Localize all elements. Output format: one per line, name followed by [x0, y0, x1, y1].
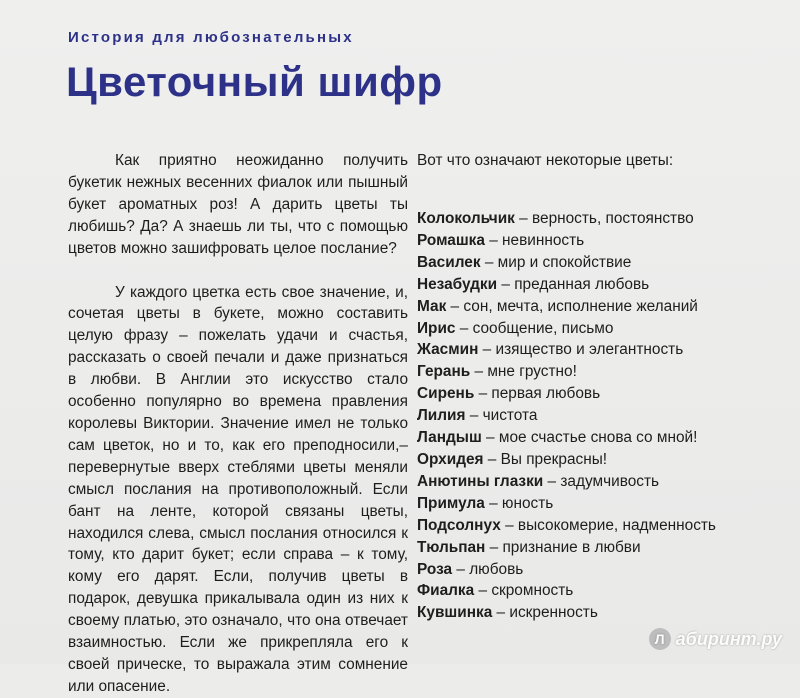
list-item [417, 537, 716, 559]
flower-name: Жасмин [417, 341, 479, 359]
flower-name: Ирис [417, 319, 456, 337]
flower-name: Тюльпан [417, 538, 486, 556]
list-item [417, 405, 716, 427]
flower-name: Роза [417, 560, 453, 578]
flower-meaning: – юность [484, 494, 554, 512]
flower-meaning: – искренность [492, 604, 598, 622]
section-kicker: История для любознательных [68, 29, 354, 46]
list-item [417, 515, 716, 537]
flower-name: Сирень [417, 385, 475, 403]
flower-meaning: – сообщение, письмо [455, 319, 614, 337]
flower-meaning: – Вы прекрасны! [483, 450, 608, 468]
flower-name: Герань [417, 363, 471, 381]
list-item [417, 427, 716, 449]
flower-meaning: – скромность [474, 582, 574, 600]
flower-name: Ромашка [417, 231, 485, 249]
flower-name: Мак [417, 297, 447, 315]
list-item [417, 252, 716, 274]
list-item [417, 274, 716, 296]
labirint-logo-icon: Л [649, 628, 671, 650]
flower-meanings-list [417, 208, 716, 624]
watermark-text: абиринт.ру [675, 628, 782, 649]
flowers-intro: Вот что означают некоторые цветы: [417, 152, 674, 169]
flower-meaning: – мне грустно! [470, 363, 577, 381]
list-item [417, 296, 716, 318]
list-item [417, 383, 716, 405]
flower-meaning: – сон, мечта, исполнение желаний [446, 297, 698, 315]
flower-name: Колокольчик [417, 210, 515, 227]
flower-meaning: – мое счастье снова со мной! [481, 429, 698, 447]
labirint-watermark [649, 628, 782, 650]
paragraph-1: Как приятно неожиданно получить букетик нежных весенних фиалок или пышный букет ароматных роз! А дарить цветы ты любишь? Да? А знаешь ли ты, что с помощью цветов можно зашифровать целое послание? [68, 152, 408, 257]
paragraph-2: У каждого цветка есть свое значение, и, сочетая цветы в букете, можно составить целую фразу – пожелать удачи и счастья, рассказать о своей печали и даже признаться в любви. В Англии это искусство стало особенно популярно во времена правления королевы Виктории. Значение имел не только сам цветок, но и то, как его преподносили,– перевернутые вверх стеблями цветы меняли смысл послания на противоположный. Если бант на ленте, которой связаны цветы, находился слева, смысл послания относился к тому, кто дарит букет; если справа – к тому, кому его дарят. Если, получив цветы в подарок, девушка прикалывала один из них к своему платью, это означало, что она отвечает взаимностью. Если же прикрепляла его к своей прическе, то выражала этим сомнение или опасение. [68, 283, 408, 695]
flower-name: Незабудки [417, 275, 498, 293]
flower-meaning: – признание в любви [485, 538, 641, 556]
flower-name: Орхидея [417, 450, 484, 468]
list-item [417, 208, 716, 230]
flower-name: Ландыш [417, 429, 482, 447]
list-item [417, 471, 716, 493]
list-item [417, 559, 716, 581]
page-title: Цветочный шифр [66, 58, 443, 105]
flower-meaning: – любовь [452, 560, 524, 578]
flower-name: Подсолнух [417, 516, 501, 534]
flower-meaning: – изящество и элегантность [478, 341, 684, 359]
list-item [417, 493, 716, 515]
flower-name: Примула [417, 494, 485, 512]
flower-meaning: – высокомерие, надменность [500, 516, 716, 534]
flower-meaning: – задумчивость [543, 472, 660, 490]
flower-name: Лилия [417, 407, 466, 425]
flower-name: Анютины глазки [417, 472, 544, 490]
flower-meaning: – первая любовь [474, 385, 601, 403]
list-item [417, 318, 716, 340]
flower-name: Фиалка [417, 582, 475, 600]
flower-meaning: – преданная любовь [497, 275, 650, 293]
list-item [417, 449, 716, 471]
flower-meaning: – мир и спокойствие [480, 253, 632, 271]
flower-meaning: – чистота [465, 407, 538, 425]
flower-meaning: – верность, постоянство [514, 210, 694, 227]
flower-name: Кувшинка [417, 604, 493, 622]
flower-name: Василек [417, 253, 481, 271]
list-item [417, 361, 716, 383]
list-item [417, 339, 716, 361]
list-item [417, 580, 716, 602]
left-column [68, 150, 408, 698]
list-item [417, 230, 716, 252]
flower-meaning: – невинность [484, 231, 585, 249]
list-item [417, 602, 716, 624]
